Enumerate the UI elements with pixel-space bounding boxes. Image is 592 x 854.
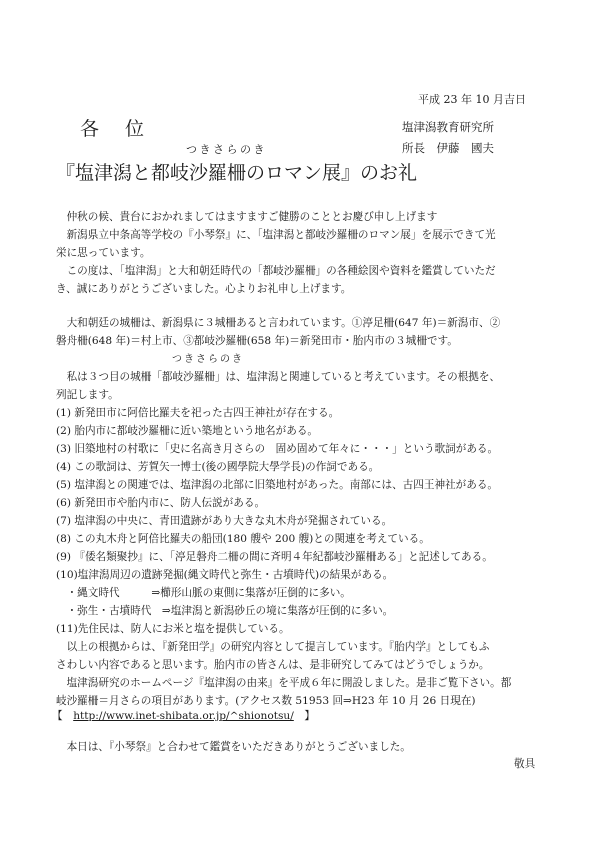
letter-date: 平成 23 年 10 月吉日 <box>418 93 526 106</box>
text-line: 本日は、『小琴祭』と合わせて鑑賞をいただきありがとうございました。 <box>56 741 411 753</box>
list-item: (3) 旧築地村の村歌に「史に名高き月さらの 固め固めて年々に・・・」という歌詞がある。 <box>56 443 499 455</box>
closing-paragraph <box>56 738 411 756</box>
list-item: (10)塩津潟周辺の遺跡発掘(縄文時代と弥生・古墳時代)の結果がある。 <box>56 569 394 581</box>
list-item: ・弥生・古墳時代 ⇒塩津潟と新潟砂丘の境に集落が圧倒的に多い。 <box>56 605 394 617</box>
list-item: (1) 新発田市に阿倍比羅夫を祀った古四王神社が存在する。 <box>56 407 340 419</box>
list-item: (7) 塩津潟の中央に、青田遺跡があり大きな丸木舟が発掘されている。 <box>56 515 393 527</box>
list-item: (11)先住民は、防人にお米と塩を提供している。 <box>56 623 290 635</box>
list-item: ・縄文時代 ⇒櫛形山脈の東側に集落が圧倒的に多い。 <box>56 587 351 599</box>
greeting-paragraph <box>56 208 496 298</box>
text-line: この度は、「塩津潟」と大和朝廷時代の「都岐沙羅柵」の各種絵図や資料を鑑賞していただ <box>56 265 496 277</box>
text-line: 列記します。 <box>56 389 119 401</box>
text-line: 大和朝廷の城柵は、新潟県に３城柵あると言われています。①渟足柵(647 年)＝新潟市、② <box>56 317 501 329</box>
list-item: (8) この丸木舟と阿倍比羅夫の船団(180 艘や 200 艘)との関連を考えている。 <box>56 533 430 545</box>
text-line: き、誠にありがとうございました。心よりお礼申し上げます。 <box>56 283 352 295</box>
text-line: 栄に思っています。 <box>56 247 151 259</box>
list-item: (9) 『倭名類聚抄』に、「渟足磐舟二柵の間に斉明４年紀都岐沙羅柵ある」と記述してある。 <box>56 551 493 563</box>
addressee: 各 位 <box>80 118 155 140</box>
sender-organization: 塩津潟教育研究所 <box>402 120 494 134</box>
evidence-list <box>56 368 511 710</box>
text-line: 以上の根拠からは、『新発田学』の研究内容として提言しています。『胎内学』としてもふ <box>56 641 490 653</box>
castle-paragraph <box>56 314 500 350</box>
homepage-link[interactable]: http://www.inet-shibata.or.jp/^shionotsu/ <box>73 710 294 722</box>
text-line: 塩津潟研究のホームページ『塩津潟の由来』を平成６年に開設しました。是非ご覧下さい。都 <box>56 677 512 689</box>
text-line: 岐沙羅柵＝月さらの項目があります。(アクセス数 51953 回⇒H23 年 10 月 26 日現在) <box>56 695 476 707</box>
text-line: 私は３つ目の城柵「都岐沙羅柵」は、塩津潟と関連していると考えています。その根拠を、 <box>56 371 501 383</box>
text-line: 磐舟柵(648 年)＝村上市、③都岐沙羅柵(658 年)＝新発田市・胎内市の３城柵です。 <box>56 335 458 347</box>
ruby-annotation: つきさらのき <box>172 354 244 365</box>
homepage-link-row <box>52 708 315 723</box>
sender-name: 所長 伊藤 國夫 <box>402 141 494 155</box>
text-line: 仲秋の候、貴台におかれましてはますますご健勝のこととお慶び申し上げます <box>56 211 438 223</box>
letter-title: 『塩津潟と都岐沙羅柵のロマン展』のお礼 <box>56 162 418 184</box>
list-item: (2) 胎内市に都岐沙羅柵に近い築地という地名がある。 <box>56 425 319 437</box>
text-line: さわしい内容であると思います。胎内市の皆さんは、是非研究してみてはどうでしょうか。 <box>56 659 490 671</box>
title-ruby: つきさらのき <box>186 143 267 156</box>
text-line: 新潟県立中条高等学校の『小琴祭』に、「塩津潟と都岐沙羅柵のロマン展」を展示できて光 <box>56 229 496 241</box>
list-item: (4) この歌詞は、芳賀矢一博士(後の國學院大學学長)の作詞である。 <box>56 461 380 473</box>
closing-salutation: 敬具 <box>514 758 536 770</box>
list-item: (5) 塩津潟との関連では、塩津潟の北部に旧築地村があった。南部には、古四王神社がある。 <box>56 479 499 491</box>
bracket-close: 】 <box>293 710 315 722</box>
list-item: (6) 新発田市や胎内市に、防人伝説がある。 <box>56 497 266 509</box>
bracket-open: 【 <box>52 710 74 722</box>
